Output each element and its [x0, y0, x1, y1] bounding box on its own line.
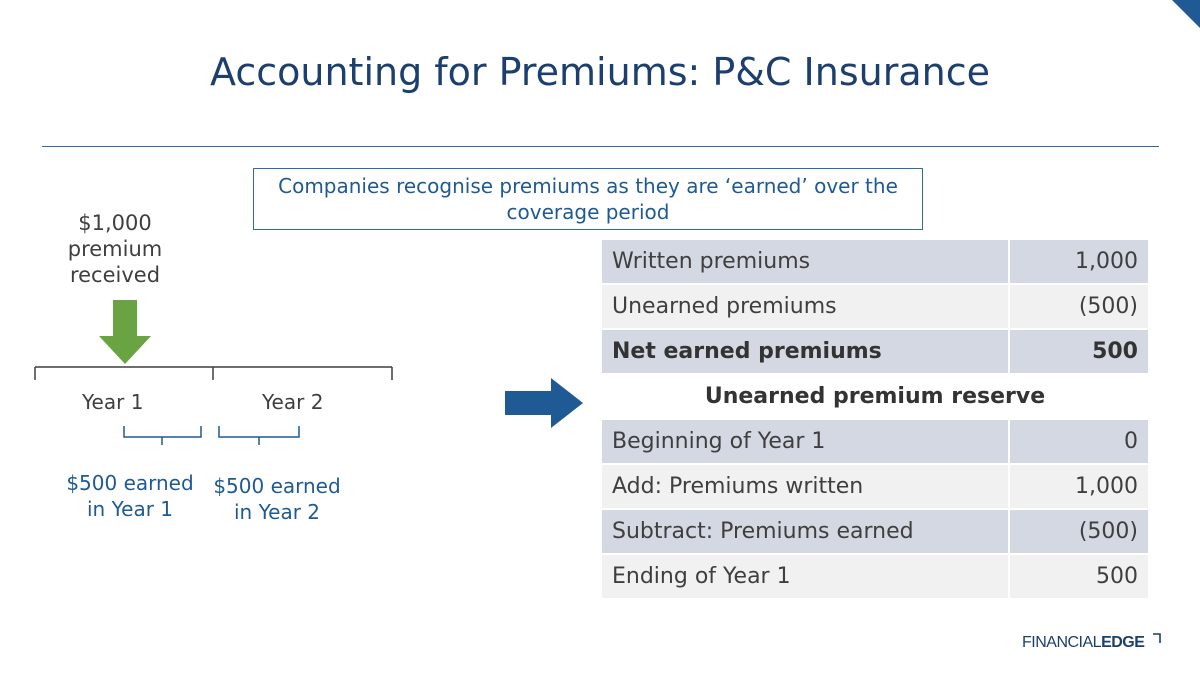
- row-label: Written premiums: [601, 239, 1009, 284]
- row-value: 1,000: [1009, 464, 1149, 509]
- premium-line-2: premium: [67, 237, 163, 261]
- reserve-heading-row: [601, 374, 1149, 419]
- earned-year-2-line-2: in Year 2: [233, 500, 320, 524]
- table-row: [601, 464, 1149, 509]
- row-label: Add: Premiums written: [601, 464, 1009, 509]
- premium-line-1: $1,000: [78, 211, 152, 235]
- table-row: [601, 284, 1149, 329]
- year-2-label: Year 2: [262, 390, 324, 414]
- table-row: [601, 239, 1149, 284]
- year-1-label: Year 1: [82, 390, 144, 414]
- arrow-right-icon: [505, 378, 583, 428]
- premium-line-3: received: [69, 263, 161, 287]
- row-label: Beginning of Year 1: [601, 419, 1009, 464]
- logo-part-2: EDGE: [1101, 634, 1145, 651]
- financial-edge-logo: [1022, 634, 1144, 652]
- note-line-2: coverage period: [506, 200, 670, 224]
- table-row: [601, 554, 1149, 599]
- earned-year-1-line-1: $500 earned: [66, 471, 194, 495]
- row-value: (500): [1009, 509, 1149, 554]
- arrow-down-icon: [99, 300, 151, 364]
- table-row: [601, 329, 1149, 374]
- row-label: Subtract: Premiums earned: [601, 509, 1009, 554]
- earned-year-2-line-1: $500 earned: [213, 474, 341, 498]
- row-value: (500): [1009, 284, 1149, 329]
- earned-year-1-line-2: in Year 1: [86, 497, 173, 521]
- row-value: 0: [1009, 419, 1149, 464]
- title-divider: [42, 146, 1159, 147]
- row-value: 500: [1009, 329, 1149, 374]
- page-title: Accounting for Premiums: P&C Insurance: [210, 50, 990, 94]
- logo-part-1: FINANCIAL: [1022, 634, 1102, 651]
- earned-year-2: [202, 473, 352, 525]
- table-row: [601, 419, 1149, 464]
- row-label: Ending of Year 1: [601, 554, 1009, 599]
- reserve-heading: Unearned premium reserve: [601, 374, 1149, 419]
- row-value: 1,000: [1009, 239, 1149, 284]
- timeline-bracket: [35, 367, 392, 380]
- row-label: Unearned premiums: [601, 284, 1009, 329]
- row-label: Net earned premiums: [601, 329, 1009, 374]
- note-line-1: Companies recognise premiums as they are ‘earned’ over the: [278, 174, 898, 198]
- table-row: [601, 509, 1149, 554]
- logo-mark-icon: [1152, 632, 1162, 644]
- coverage-timeline: [0, 290, 420, 450]
- earned-year-1: [55, 470, 205, 522]
- earned-note-box: [253, 168, 923, 230]
- premium-table: [600, 238, 1150, 600]
- year-2-brace: [219, 426, 299, 445]
- premium-received-label: [55, 210, 175, 288]
- year-1-brace: [124, 426, 201, 445]
- row-value: 500: [1009, 554, 1149, 599]
